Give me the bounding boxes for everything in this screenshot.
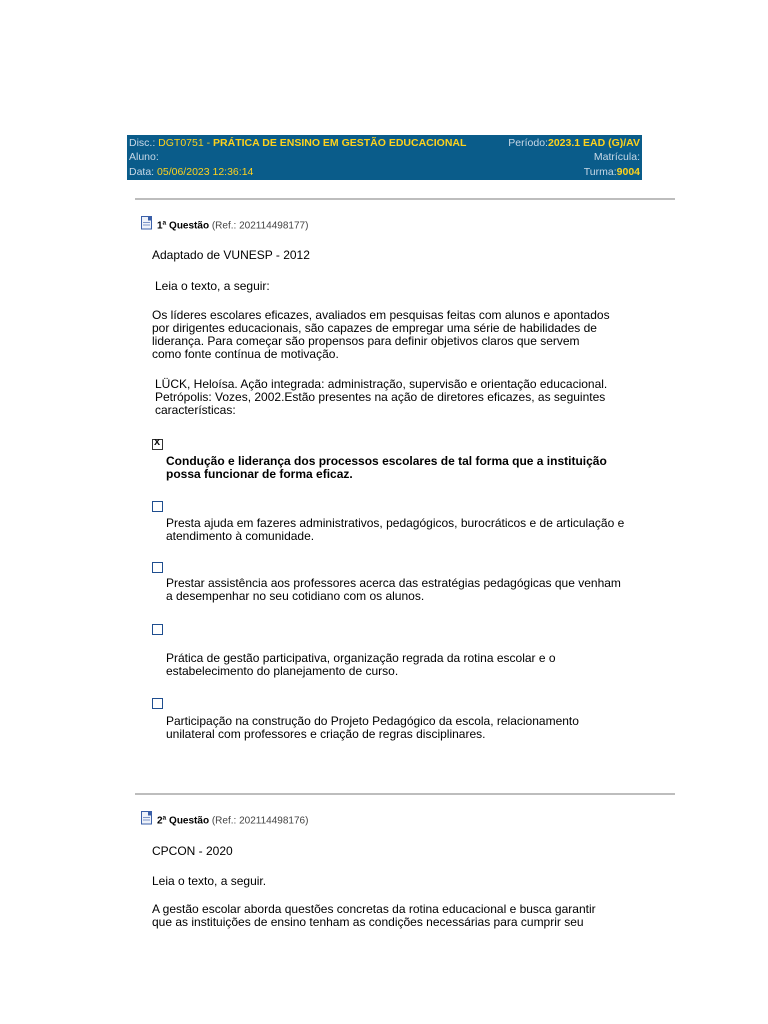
document-icon xyxy=(141,811,153,831)
question-source: Adaptado de VUNESP - 2012 xyxy=(152,248,310,262)
header-row-student xyxy=(129,150,640,164)
divider xyxy=(135,198,675,200)
matricula-label: Matrícula: xyxy=(593,151,640,163)
course-header xyxy=(127,135,642,180)
turma-label: Turma: xyxy=(583,166,617,178)
option-5-checkbox[interactable] xyxy=(152,698,163,709)
document-icon xyxy=(141,216,153,236)
divider xyxy=(135,793,675,795)
question-number: 2ª Questão xyxy=(157,815,210,827)
question-citation: LÜCK, Heloísa. Ação integrada: administração, supervisão e orientação educacional. Petrópolis: Vozes, 2002.Estão presentes na ação de diretores eficazes, as seguintes características: xyxy=(155,377,608,417)
disc-code: DGT0751 xyxy=(158,137,204,149)
option-5-text[interactable]: Participação na construção do Projeto Pedagógico da escola, relacionamento unilateral com professores e criação de regras disciplinares. xyxy=(166,714,579,741)
header-row-discipline xyxy=(129,136,640,150)
question-1-header xyxy=(141,216,308,232)
question-source: CPCON - 2020 xyxy=(152,844,233,858)
data-label: Data: xyxy=(129,166,155,178)
aluno-label: Aluno: xyxy=(129,151,159,163)
option-4-checkbox[interactable] xyxy=(152,624,163,635)
question-text: A gestão escolar aborda questões concretas da rotina educacional e busca garantir que as instituições de ensino tenham as condições necessárias para cumprir seu xyxy=(152,902,596,929)
option-4-text[interactable]: Prática de gestão participativa, organização regrada da rotina escolar e o estabelecimento do planejamento de curso. xyxy=(166,651,556,678)
disc-name: PRÁTICA DE ENSINO EM GESTÃO EDUCACIONAL xyxy=(213,137,467,149)
header-row-date xyxy=(129,165,640,179)
question-2-header xyxy=(141,811,308,827)
option-1-checkbox[interactable] xyxy=(152,439,163,450)
question-text: Os líderes escolares eficazes, avaliados em pesquisas feitas com alunos e apontados por dirigentes educacionais, são capazes de empregar uma série de habilidades de liderança. Para começar são propensos para definir objetivos claros que servem como fonte contínua de motivação. xyxy=(152,308,610,361)
turma-value: 9004 xyxy=(616,166,640,178)
option-3-checkbox[interactable] xyxy=(152,562,163,573)
disc-separator: - xyxy=(206,137,211,149)
periodo-label: Período: xyxy=(508,137,548,149)
disc-label: Disc.: xyxy=(129,137,156,149)
option-2-text[interactable]: Presta ajuda em fazeres administrativos, pedagógicos, burocráticos e de articulação e atendimento à comunidade. xyxy=(166,516,625,543)
data-value: 05/06/2023 12:36:14 xyxy=(157,166,254,178)
question-intro: Leia o texto, a seguir: xyxy=(155,279,270,293)
option-2-checkbox[interactable] xyxy=(152,501,163,512)
question-ref: (Ref.: 202114498177) xyxy=(211,220,309,232)
question-ref: (Ref.: 202114498176) xyxy=(211,815,309,827)
question-intro: Leia o texto, a seguir. xyxy=(152,874,267,888)
question-number: 1ª Questão xyxy=(157,220,210,232)
option-1-text[interactable]: Condução e liderança dos processos escolares de tal forma que a instituição possa funcionar de forma eficaz. xyxy=(166,454,607,481)
option-3-text[interactable]: Prestar assistência aos professores acerca das estratégias pedagógicas que venham a desempenhar no seu cotidiano com os alunos. xyxy=(166,576,621,603)
periodo-value: 2023.1 EAD (G)/AV xyxy=(547,137,640,149)
